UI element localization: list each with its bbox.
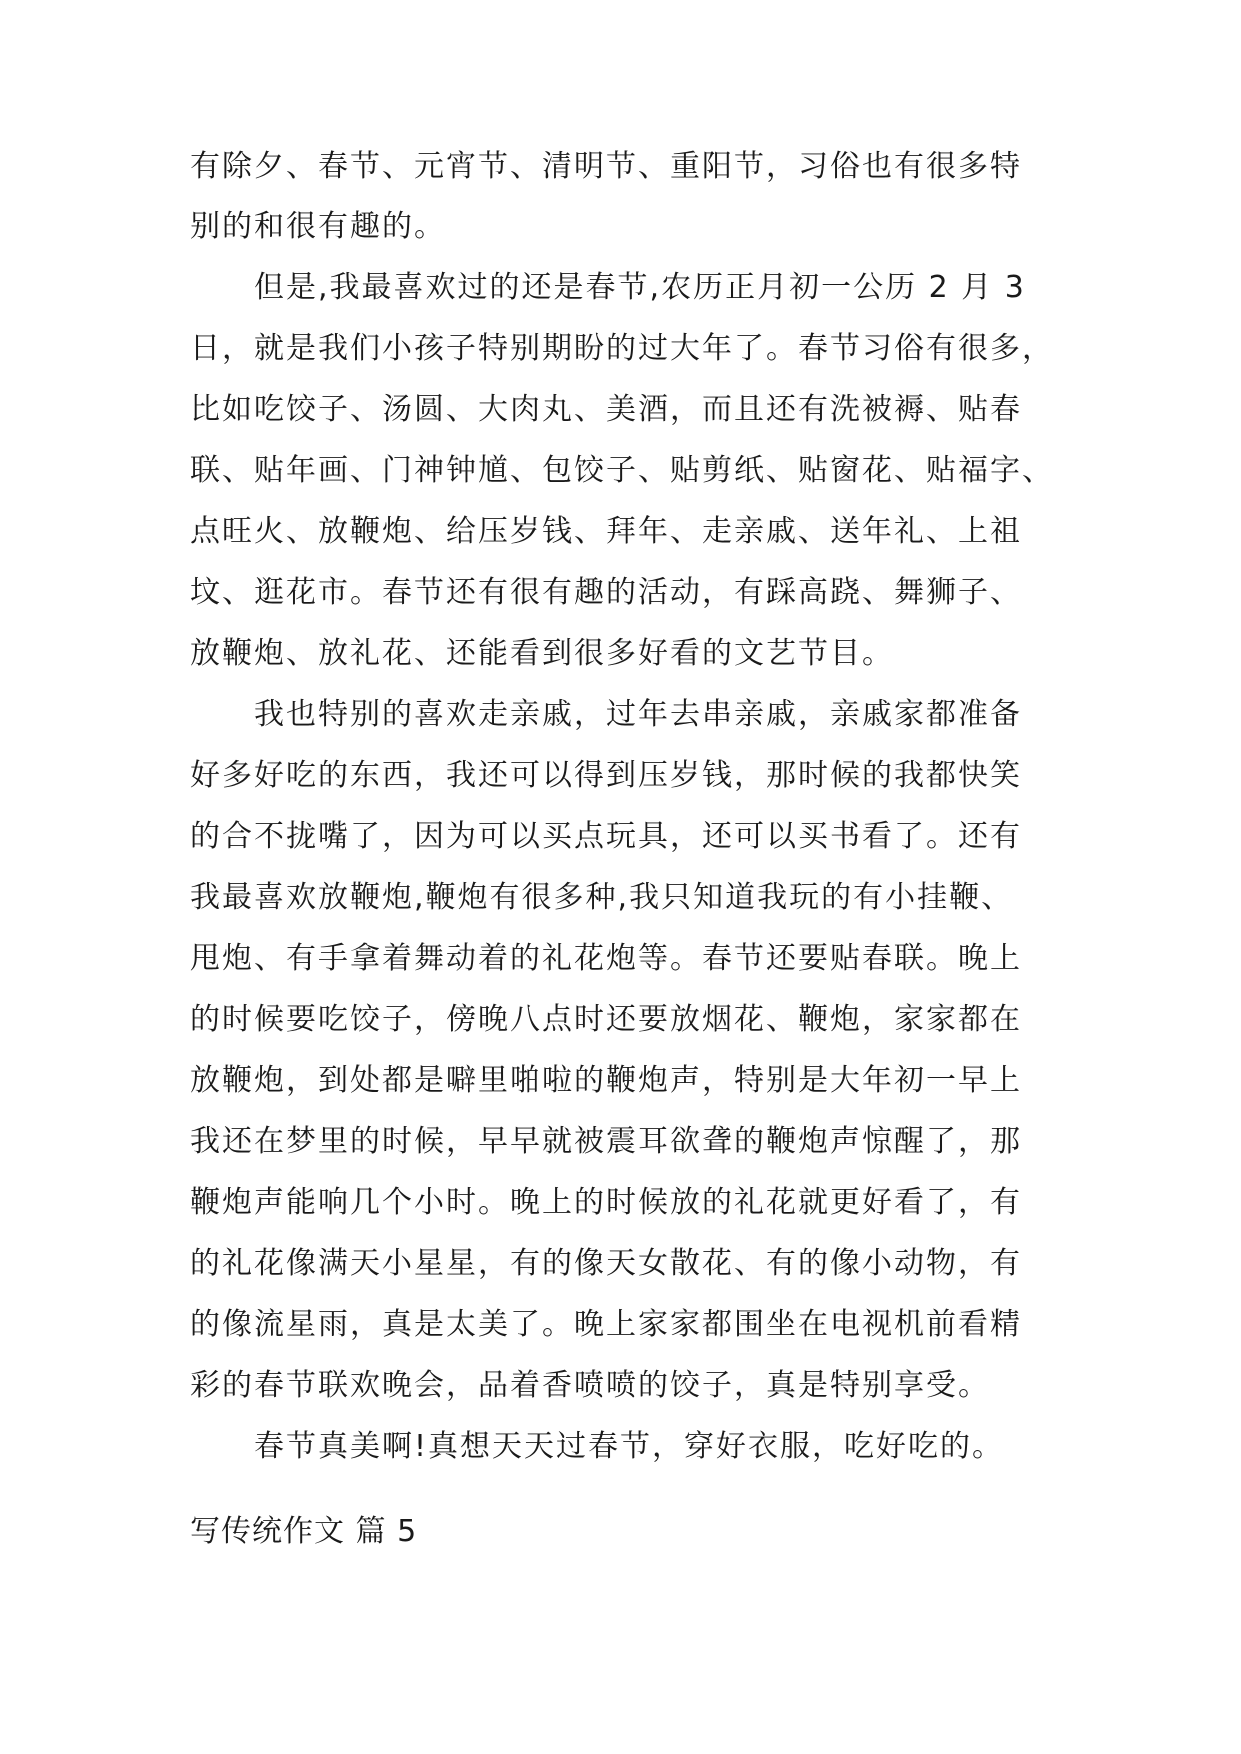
section-heading: 写传统作文 篇 5: [190, 1514, 418, 1549]
text-line: 的时候要吃饺子，傍晚八点时还要放烟花、鞭炮，家家都在: [190, 1002, 1022, 1037]
text-line: 日，就是我们小孩子特别期盼的过大年了。春节习俗有很多，: [190, 331, 1054, 366]
text-line: 的合不拢嘴了，因为可以买点玩具，还可以买书看了。还有: [190, 819, 1022, 854]
text-line: 放鞭炮，到处都是噼里啪啦的鞭炮声，特别是大年初一早上: [190, 1063, 1022, 1098]
text-line: 我最喜欢放鞭炮,鞭炮有很多种,我只知道我玩的有小挂鞭、: [190, 880, 1014, 915]
text-line: 坟、逛花市。春节还有很有趣的活动，有踩高跷、舞狮子、: [190, 575, 1022, 610]
text-line: 春节真美啊!真想天天过春节，穿好衣服，吃好吃的。: [254, 1429, 1005, 1464]
text-line: 联、贴年画、门神钟馗、包饺子、贴剪纸、贴窗花、贴福字、: [190, 453, 1054, 488]
text-line: 彩的春节联欢晚会，品着香喷喷的饺子，真是特别享受。: [190, 1368, 990, 1403]
text-line: 有除夕、春节、元宵节、清明节、重阳节，习俗也有很多特: [190, 149, 1022, 184]
text-line: 我还在梦里的时候，早早就被震耳欲聋的鞭炮声惊醒了，那: [190, 1124, 1022, 1159]
text-line: 的礼花像满天小星星，有的像天女散花、有的像小动物，有: [190, 1246, 1022, 1281]
text-line: 鞭炮声能响几个小时。晚上的时候放的礼花就更好看了，有: [190, 1185, 1022, 1220]
text-line: 我也特别的喜欢走亲戚，过年去串亲戚，亲戚家都准备: [254, 697, 1022, 732]
text-line: 点旺火、放鞭炮、给压岁钱、拜年、走亲戚、送年礼、上祖: [190, 514, 1022, 549]
text-line: 但是,我最喜欢过的还是春节,农历正月初一公历 2 月 3: [254, 270, 1026, 305]
text-line: 别的和很有趣的。: [190, 209, 446, 244]
text-line: 比如吃饺子、汤圆、大肉丸、美酒，而且还有洗被褥、贴春: [190, 392, 1022, 427]
text-line: 好多好吃的东西，我还可以得到压岁钱，那时候的我都快笑: [190, 758, 1022, 793]
text-line: 的像流星雨，真是太美了。晚上家家都围坐在电视机前看精: [190, 1307, 1022, 1342]
text-line: 放鞭炮、放礼花、还能看到很多好看的文艺节目。: [190, 636, 894, 671]
text-line: 甩炮、有手拿着舞动着的礼花炮等。春节还要贴春联。晚上: [190, 941, 1022, 976]
